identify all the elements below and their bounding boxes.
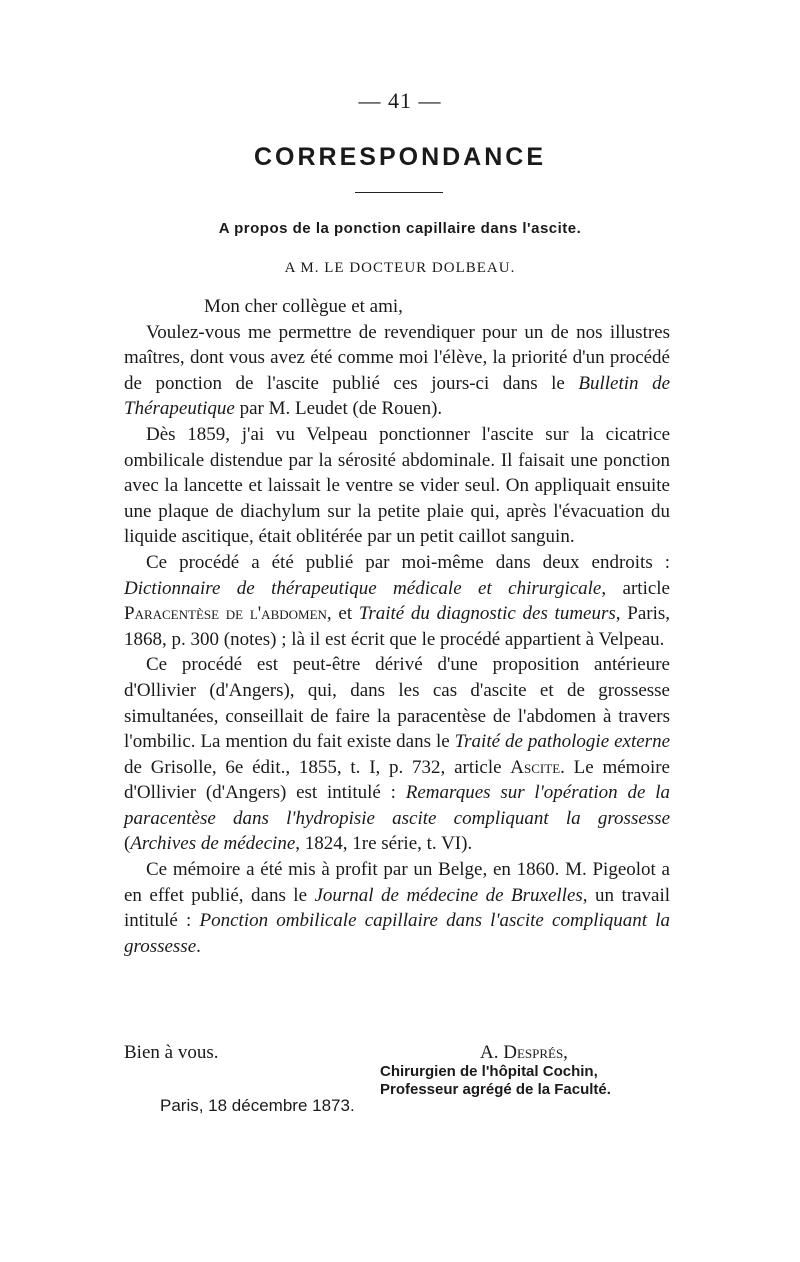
greeting: Mon cher collègue et ami, [204,296,403,317]
ollivier-memoire-title: Remarques sur l'opération de la paracentèse dans l'hydropisie ascite compliquant la grossesse [124,782,670,829]
closing-phrase: Bien à vous. [124,1042,219,1063]
paragraph-5: Ce mémoire a été mis à profit par un Belge, en 1860. M. Pigeolot a en effet publié, dans le Journal de médecine de Bruxelles, un travail intitulé : Ponction ombilicale capillaire dans l'ascite compliquant la grossesse. [124,859,671,957]
paragraph-3: Ce procédé a été publié par moi-même dans deux endroits : Dictionnaire de thérapeutique médicale et chirurgicale, article Paracentèse de l'abdomen, et Traité du diagnostic des tumeurs, Paris, 1868, p. 300 (notes) ; là il est écrit que le procédé appartient à Velpeau. [124,551,671,650]
closing-block [124,1040,670,1065]
page-number: — 41 — [358,88,442,113]
letter-body [124,294,670,959]
signer-name: A. Després, [480,1042,568,1063]
pigeolot-work-title: Ponction ombilicale capillaire dans l'ascite compliquant la grossesse [124,910,671,957]
paragraph-2: Dès 1859, j'ai vu Velpeau ponctionner l'ascite sur la cicatrice ombilicale distendue par la sérosité abdominale. Il faisait une ponction avec la lancette et laissait le ventre se vider seul. On appliquait ensuite une plaque de diachylum sur la petite plaie qui, après l'évacuation du liquide ascitique, était oblitérée par un petit caillot sanguin. [124,423,670,548]
bruxelles-journal-citation: Journal de médecine de Bruxelles [314,884,583,906]
paragraph-4: Ce procédé est peut-être dérivé d'une proposition antérieure d'Ollivier (d'Angers), qui, dans les cas d'ascite et de grossesse simultanées, conseillait de faire la paracentèse de l'abdomen à travers l'ombilic. La mention du fait existe dans le Traité de pathologie externe de Grisolle, 6e édit., 1855, t. I, p. 732, article Ascite. Le mémoire d'Ollivier (d'Angers) est intitulé : Remarques sur l'opération de la paracentèse dans l'hydropisie ascite compliquant la grossesse (Archives de médecine, 1824, 1re série, t. VI). [124,654,670,855]
ascite-article: Ascite [510,756,561,778]
grisolle-citation: Traité de pathologie externe [454,731,670,753]
article-name: Paracentèse de l'abdomen [124,603,327,625]
traite-citation: Traité du diagnostic des tumeurs [358,603,616,625]
dateline: Paris, 18 décembre 1873. [160,1096,355,1115]
section-title: CORRESPONDANCE [253,143,547,171]
affiliation-line-1: Chirurgien de l'hôpital Cochin, [380,1063,598,1080]
dictionary-citation: Dictionnaire de thérapeutique médicale et chirurgicale [124,577,602,599]
journal-citation: Bulletin de Thérapeutique [124,372,671,420]
archives-citation: Archives de médecine [130,833,296,855]
affiliation-line-2: Professeur agrégé de la Faculté. [380,1081,611,1098]
title-rule [355,192,443,193]
letter-subject: A propos de la ponction capillaire dans l'ascite. [218,220,582,237]
paragraph-1: Voulez-vous me permettre de revendiquer pour un de nos illustres maîtres, dont vous avez été comme moi l'élève, la priorité d'un procédé de ponction de l'ascite publié ces jours-ci dans le Bulletin de Thérapeutique par M. Leudet (de Rouen). [124,321,671,420]
letter-addressee: A M. LE DOCTEUR DOLBEAU. [284,260,516,276]
